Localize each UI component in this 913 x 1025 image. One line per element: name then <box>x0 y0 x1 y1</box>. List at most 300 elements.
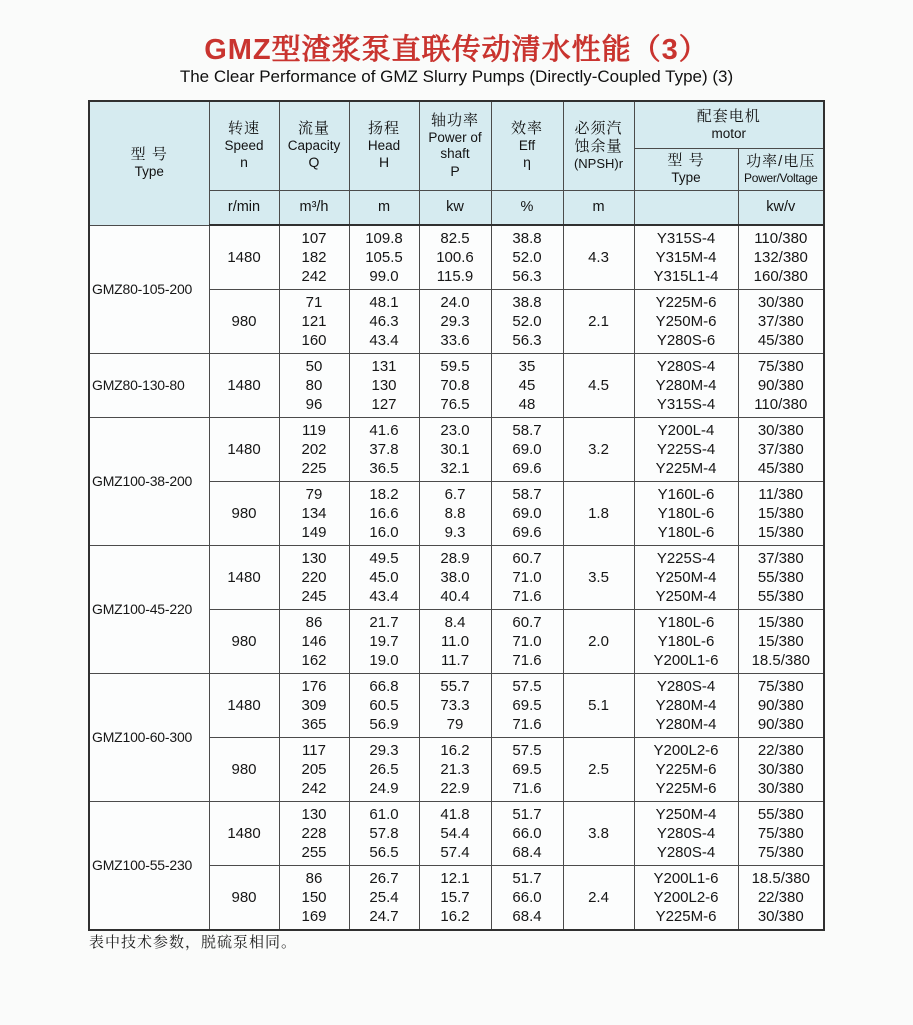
shaft-power-cell-value: 8.4 <box>444 614 466 631</box>
header-pump-type-en: Type <box>134 164 164 180</box>
motor-power-cell <box>738 290 824 354</box>
npsh-cell: 3.2 <box>563 418 634 482</box>
head-cell <box>349 738 419 802</box>
motor-type-cell-value: Y280S-4 <box>656 825 716 842</box>
speed-cell: 1480 <box>209 418 279 482</box>
motor-type-cell <box>634 610 738 674</box>
motor-type-cell-value: Y225M-6 <box>655 294 717 311</box>
efficiency-cell-value: 71.0 <box>512 633 542 650</box>
motor-type-cell-value: Y180L-6 <box>657 524 715 541</box>
motor-type-cell-value: Y200L-4 <box>657 422 715 439</box>
shaft-power-cell-value: 12.1 <box>440 870 470 887</box>
header-npsh-zh2: 蚀余量 <box>574 137 623 155</box>
efficiency-cell-value: 45 <box>518 377 536 394</box>
npsh-cell: 4.3 <box>563 225 634 290</box>
efficiency-cell-value: 48 <box>518 396 536 413</box>
pump-type-cell: GMZ80-130-80 <box>89 354 209 418</box>
header-motor-group <box>634 101 824 148</box>
head-cell-value: 26.5 <box>369 761 399 778</box>
capacity-cell-value: 205 <box>301 761 327 778</box>
capacity-cell-value: 80 <box>305 377 323 394</box>
head-cell <box>349 546 419 610</box>
npsh-cell: 3.8 <box>563 802 634 866</box>
head-cell-value: 60.5 <box>369 697 399 714</box>
motor-power-cell-value: 110/380 <box>754 230 808 247</box>
capacity-cell <box>279 482 349 546</box>
header-eff-symbol: η <box>523 154 531 171</box>
motor-type-cell-value: Y250M-6 <box>655 313 717 330</box>
motor-type-cell-value: Y280M-4 <box>655 697 717 714</box>
header-motor-power <box>738 148 824 190</box>
motor-power-cell <box>738 802 824 866</box>
head-cell-value: 131 <box>371 358 397 375</box>
efficiency-cell-value: 71.6 <box>512 780 542 797</box>
motor-type-cell-value: Y250M-4 <box>655 569 717 586</box>
capacity-cell <box>279 738 349 802</box>
header-head-zh: 扬程 <box>367 120 400 138</box>
efficiency-cell-value: 71.6 <box>512 652 542 669</box>
speed-cell: 980 <box>209 610 279 674</box>
header-speed-symbol: n <box>240 154 248 171</box>
efficiency-cell-value: 68.4 <box>512 908 542 925</box>
table-row <box>89 546 824 610</box>
motor-type-cell <box>634 482 738 546</box>
header-npsh <box>563 101 634 190</box>
capacity-cell-value: 107 <box>301 230 327 247</box>
head-cell-value: 25.4 <box>369 889 399 906</box>
motor-type-cell-value: Y160L-6 <box>657 486 715 503</box>
motor-power-cell <box>738 738 824 802</box>
shaft-power-cell-value: 55.7 <box>440 678 470 695</box>
capacity-cell-value: 245 <box>301 588 327 605</box>
motor-type-cell-value: Y280S-4 <box>656 678 716 695</box>
head-cell-value: 36.5 <box>369 460 399 477</box>
shaft-power-cell-value: 22.9 <box>440 780 470 797</box>
shaft-power-cell-value: 54.4 <box>440 825 470 842</box>
speed-cell: 1480 <box>209 546 279 610</box>
efficiency-cell-value: 66.0 <box>512 889 542 906</box>
table-row <box>89 802 824 866</box>
capacity-cell-value: 242 <box>301 780 327 797</box>
motor-type-cell <box>634 418 738 482</box>
efficiency-cell-value: 52.0 <box>512 249 542 266</box>
unit-motor-power: kw/v <box>738 190 824 225</box>
head-cell-value: 24.7 <box>369 908 399 925</box>
efficiency-cell-value: 66.0 <box>512 825 542 842</box>
unit-speed: r/min <box>209 190 279 225</box>
motor-power-cell-value: 55/380 <box>757 588 804 605</box>
head-cell-value: 45.0 <box>369 569 399 586</box>
motor-power-cell-value: 75/380 <box>757 825 804 842</box>
efficiency-cell <box>491 418 563 482</box>
efficiency-cell-value: 52.0 <box>512 313 542 330</box>
capacity-cell-value: 86 <box>305 614 323 631</box>
unit-npsh: m <box>563 190 634 225</box>
motor-type-cell <box>634 802 738 866</box>
header-pump-type-zh: 型 号 <box>130 146 168 164</box>
capacity-cell-value: 255 <box>301 844 327 861</box>
head-cell-value: 26.7 <box>369 870 399 887</box>
head-cell-value: 49.5 <box>369 550 399 567</box>
shaft-power-cell <box>419 482 491 546</box>
efficiency-cell <box>491 354 563 418</box>
pump-table-body <box>89 225 824 930</box>
efficiency-cell <box>491 738 563 802</box>
header-capacity-zh: 流量 <box>297 120 330 138</box>
head-cell-value: 18.2 <box>369 486 399 503</box>
npsh-cell: 2.5 <box>563 738 634 802</box>
efficiency-cell-value: 38.8 <box>512 294 542 311</box>
motor-type-cell-value: Y225M-4 <box>655 460 717 477</box>
shaft-power-cell-value: 23.0 <box>440 422 470 439</box>
table-header <box>89 101 824 225</box>
shaft-power-cell <box>419 866 491 931</box>
capacity-cell <box>279 674 349 738</box>
capacity-cell <box>279 290 349 354</box>
motor-power-cell-value: 15/380 <box>757 505 804 522</box>
head-cell-value: 48.1 <box>369 294 399 311</box>
efficiency-cell-value: 51.7 <box>512 806 542 823</box>
motor-power-cell-value: 132/380 <box>753 249 808 266</box>
npsh-cell: 4.5 <box>563 354 634 418</box>
head-cell-value: 19.0 <box>369 652 399 669</box>
capacity-cell-value: 117 <box>302 742 326 759</box>
capacity-cell-value: 71 <box>305 294 323 311</box>
head-cell-value: 109.8 <box>365 230 403 247</box>
header-capacity-en: Capacity <box>287 138 341 154</box>
motor-type-cell-value: Y280S-6 <box>656 332 716 349</box>
pump-performance-table <box>88 100 825 931</box>
shaft-power-cell-value: 73.3 <box>440 697 470 714</box>
shaft-power-cell <box>419 546 491 610</box>
capacity-cell-value: 202 <box>301 441 327 458</box>
efficiency-cell <box>491 802 563 866</box>
motor-power-cell-value: 30/380 <box>757 422 804 439</box>
capacity-cell <box>279 802 349 866</box>
motor-power-cell <box>738 354 824 418</box>
header-row-main <box>89 101 824 148</box>
pump-type-cell: GMZ100-45-220 <box>89 546 209 674</box>
npsh-cell: 2.4 <box>563 866 634 931</box>
capacity-cell-value: 228 <box>301 825 327 842</box>
motor-power-cell-value: 90/380 <box>757 697 804 714</box>
motor-type-cell-value: Y200L2-6 <box>653 889 719 906</box>
capacity-cell-value: 79 <box>305 486 323 503</box>
head-cell <box>349 225 419 290</box>
motor-type-cell-value: Y280S-4 <box>656 844 716 861</box>
shaft-power-cell-value: 28.9 <box>440 550 470 567</box>
motor-power-cell-value: 15/380 <box>757 614 804 631</box>
table-row <box>89 354 824 418</box>
efficiency-cell-value: 69.6 <box>512 460 542 477</box>
header-motor-power-en: Power/Voltage <box>744 170 818 185</box>
motor-type-cell <box>634 354 738 418</box>
motor-type-cell <box>634 290 738 354</box>
motor-power-cell-value: 55/380 <box>757 806 804 823</box>
motor-power-cell-value: 18.5/380 <box>751 870 810 887</box>
motor-type-cell-value: Y250M-4 <box>655 588 717 605</box>
efficiency-cell-value: 69.0 <box>512 441 542 458</box>
motor-type-cell-value: Y315L1-4 <box>653 268 719 285</box>
head-cell-value: 43.4 <box>369 588 399 605</box>
efficiency-cell <box>491 674 563 738</box>
motor-type-cell-value: Y225S-4 <box>656 550 716 567</box>
shaft-power-cell <box>419 354 491 418</box>
shaft-power-cell-value: 24.0 <box>440 294 470 311</box>
header-motor-type <box>634 148 738 190</box>
motor-power-cell-value: 55/380 <box>757 569 804 586</box>
motor-power-cell-value: 22/380 <box>757 889 804 906</box>
pump-type-cell: GMZ100-60-300 <box>89 674 209 802</box>
header-speed-zh: 转速 <box>227 120 260 138</box>
header-npsh-en: (NPSH)r <box>573 155 624 171</box>
efficiency-cell-value: 57.5 <box>512 678 542 695</box>
efficiency-cell-value: 69.5 <box>512 761 542 778</box>
motor-type-cell-value: Y280M-4 <box>655 716 717 733</box>
shaft-power-cell <box>419 225 491 290</box>
motor-power-cell-value: 18.5/380 <box>751 652 810 669</box>
motor-type-cell-value: Y280S-4 <box>656 358 716 375</box>
efficiency-cell-value: 57.5 <box>512 742 542 759</box>
shaft-power-cell-value: 115.9 <box>436 268 474 285</box>
head-cell <box>349 610 419 674</box>
head-cell-value: 16.0 <box>369 524 399 541</box>
speed-cell: 980 <box>209 290 279 354</box>
header-motor-group-zh: 配套电机 <box>696 107 761 125</box>
efficiency-cell-value: 71.0 <box>512 569 542 586</box>
shaft-power-cell-value: 30.1 <box>440 441 470 458</box>
motor-type-cell-value: Y315S-4 <box>656 230 716 247</box>
capacity-cell <box>279 225 349 290</box>
page-title: GMZ型渣浆泵直联传动清水性能（3） <box>204 34 709 66</box>
motor-type-cell <box>634 225 738 290</box>
efficiency-cell-value: 69.0 <box>512 505 542 522</box>
unit-motor-type <box>634 190 738 225</box>
head-cell <box>349 802 419 866</box>
motor-power-cell-value: 22/380 <box>757 742 804 759</box>
capacity-cell-value: 160 <box>301 332 327 349</box>
header-speed <box>209 101 279 190</box>
efficiency-cell-value: 60.7 <box>512 614 542 631</box>
motor-type-cell-value: Y200L1-6 <box>653 652 719 669</box>
pump-type-cell: GMZ100-55-230 <box>89 802 209 931</box>
motor-power-cell <box>738 674 824 738</box>
header-shaft-power-zh: 轴功率 <box>430 112 479 130</box>
shaft-power-cell-value: 32.1 <box>440 460 470 477</box>
shaft-power-cell-value: 8.8 <box>444 505 466 522</box>
capacity-cell <box>279 354 349 418</box>
speed-cell: 980 <box>209 866 279 931</box>
capacity-cell-value: 169 <box>301 908 327 925</box>
motor-type-cell <box>634 738 738 802</box>
speed-cell: 980 <box>209 738 279 802</box>
shaft-power-cell-value: 16.2 <box>440 742 470 759</box>
unit-shaft-power: kw <box>419 190 491 225</box>
head-cell-value: 19.7 <box>369 633 399 650</box>
efficiency-cell <box>491 225 563 290</box>
shaft-power-cell-value: 21.3 <box>440 761 470 778</box>
head-cell-value: 57.8 <box>369 825 399 842</box>
capacity-cell-value: 146 <box>301 633 327 650</box>
capacity-cell-value: 130 <box>301 550 327 567</box>
header-head-symbol: H <box>378 154 390 171</box>
header-npsh-zh1: 必须汽 <box>574 119 623 137</box>
header-shaft-power-en: Power of shaft <box>428 130 482 162</box>
motor-power-cell-value: 15/380 <box>757 633 804 650</box>
shaft-power-cell <box>419 738 491 802</box>
header-shaft-power-symbol: P <box>450 162 460 179</box>
efficiency-cell <box>491 546 563 610</box>
motor-type-cell <box>634 674 738 738</box>
motor-type-cell-value: Y315M-4 <box>655 249 717 266</box>
motor-power-cell-value: 15/380 <box>757 524 804 541</box>
head-cell <box>349 290 419 354</box>
motor-type-cell-value: Y180L-6 <box>657 505 715 522</box>
motor-power-cell-value: 30/380 <box>757 294 804 311</box>
npsh-cell: 5.1 <box>563 674 634 738</box>
head-cell-value: 56.9 <box>369 716 399 733</box>
head-cell <box>349 866 419 931</box>
motor-type-cell-value: Y180L-6 <box>657 633 715 650</box>
capacity-cell-value: 86 <box>305 870 323 887</box>
motor-power-cell-value: 30/380 <box>757 780 804 797</box>
table-row <box>89 225 824 290</box>
speed-cell: 980 <box>209 482 279 546</box>
shaft-power-cell-value: 59.5 <box>440 358 470 375</box>
motor-power-cell-value: 75/380 <box>757 358 804 375</box>
capacity-cell-value: 134 <box>301 505 327 522</box>
head-cell-value: 127 <box>371 396 397 413</box>
speed-cell: 1480 <box>209 354 279 418</box>
motor-power-cell-value: 75/380 <box>757 678 804 695</box>
efficiency-cell-value: 56.3 <box>512 268 542 285</box>
shaft-power-cell-value: 11.0 <box>440 633 470 650</box>
head-cell-value: 99.0 <box>369 268 399 285</box>
head-cell-value: 24.9 <box>369 780 399 797</box>
head-cell <box>349 482 419 546</box>
motor-power-cell-value: 45/380 <box>757 332 804 349</box>
shaft-power-cell-value: 38.0 <box>440 569 470 586</box>
header-motor-group-en: motor <box>711 125 747 141</box>
head-cell <box>349 354 419 418</box>
efficiency-cell <box>491 290 563 354</box>
efficiency-cell-value: 38.8 <box>512 230 542 247</box>
motor-power-cell-value: 30/380 <box>757 761 804 778</box>
capacity-cell-value: 119 <box>302 422 326 439</box>
capacity-cell-value: 121 <box>301 313 327 330</box>
motor-power-cell <box>738 482 824 546</box>
shaft-power-cell-value: 41.8 <box>440 806 470 823</box>
capacity-cell <box>279 610 349 674</box>
motor-type-cell-value: Y200L1-6 <box>653 870 719 887</box>
motor-power-cell-value: 90/380 <box>757 716 804 733</box>
capacity-cell-value: 182 <box>301 249 327 266</box>
capacity-cell-value: 96 <box>305 396 323 413</box>
efficiency-cell-value: 58.7 <box>512 486 542 503</box>
header-motor-power-zh: 功率/电压 <box>746 152 816 170</box>
motor-power-cell-value: 90/380 <box>757 377 804 394</box>
header-shaft-power <box>419 101 491 190</box>
head-cell-value: 41.6 <box>369 422 399 439</box>
efficiency-cell-value: 60.7 <box>512 550 542 567</box>
capacity-cell-value: 176 <box>301 678 327 695</box>
unit-head: m <box>349 190 419 225</box>
capacity-cell-value: 309 <box>301 697 327 714</box>
header-speed-en: Speed <box>224 138 264 154</box>
shaft-power-cell-value: 9.3 <box>444 524 466 541</box>
shaft-power-cell-value: 6.7 <box>444 486 466 503</box>
efficiency-cell <box>491 610 563 674</box>
motor-power-cell-value: 30/380 <box>757 908 804 925</box>
header-eff-en: Eff <box>518 138 536 154</box>
head-cell <box>349 674 419 738</box>
motor-type-cell-value: Y200L2-6 <box>653 742 719 759</box>
efficiency-cell-value: 69.5 <box>512 697 542 714</box>
head-cell-value: 37.8 <box>369 441 399 458</box>
shaft-power-cell <box>419 802 491 866</box>
motor-type-cell <box>634 546 738 610</box>
head-cell-value: 21.7 <box>369 614 399 631</box>
efficiency-cell <box>491 482 563 546</box>
npsh-cell: 1.8 <box>563 482 634 546</box>
shaft-power-cell-value: 82.5 <box>440 230 470 247</box>
motor-power-cell-value: 11/380 <box>758 486 804 503</box>
motor-power-cell <box>738 546 824 610</box>
capacity-cell <box>279 866 349 931</box>
shaft-power-cell-value: 79 <box>446 716 464 733</box>
motor-type-cell-value: Y225S-4 <box>656 441 716 458</box>
speed-cell: 1480 <box>209 802 279 866</box>
motor-type-cell-value: Y250M-4 <box>655 806 717 823</box>
shaft-power-cell-value: 57.4 <box>440 844 470 861</box>
capacity-cell <box>279 418 349 482</box>
motor-power-cell-value: 37/380 <box>757 313 804 330</box>
head-cell-value: 105.5 <box>365 249 403 266</box>
table-row <box>89 674 824 738</box>
motor-type-cell-value: Y180L-6 <box>657 614 715 631</box>
efficiency-cell-value: 56.3 <box>512 332 542 349</box>
motor-type-cell-value: Y225M-6 <box>655 780 717 797</box>
shaft-power-cell-value: 76.5 <box>440 396 470 413</box>
head-cell-value: 43.4 <box>369 332 399 349</box>
npsh-cell: 3.5 <box>563 546 634 610</box>
capacity-cell-value: 162 <box>301 652 327 669</box>
efficiency-cell <box>491 866 563 931</box>
head-cell-value: 66.8 <box>369 678 399 695</box>
motor-power-cell <box>738 610 824 674</box>
shaft-power-cell-value: 40.4 <box>440 588 470 605</box>
head-cell-value: 16.6 <box>369 505 399 522</box>
shaft-power-cell-value: 33.6 <box>440 332 470 349</box>
shaft-power-cell-value: 70.8 <box>440 377 470 394</box>
capacity-cell-value: 242 <box>301 268 327 285</box>
pump-type-cell: GMZ100-38-200 <box>89 418 209 546</box>
npsh-cell: 2.0 <box>563 610 634 674</box>
efficiency-cell-value: 35 <box>518 358 536 375</box>
motor-type-cell-value: Y280M-4 <box>655 377 717 394</box>
table-row <box>89 418 824 482</box>
efficiency-cell-value: 58.7 <box>512 422 542 439</box>
capacity-cell-value: 50 <box>305 358 323 375</box>
unit-eff: % <box>491 190 563 225</box>
header-head <box>349 101 419 190</box>
motor-power-cell <box>738 418 824 482</box>
efficiency-cell-value: 71.6 <box>512 716 542 733</box>
head-cell-value: 56.5 <box>369 844 399 861</box>
efficiency-cell-value: 71.6 <box>512 588 542 605</box>
capacity-cell-value: 130 <box>301 806 327 823</box>
head-cell-value: 29.3 <box>369 742 399 759</box>
